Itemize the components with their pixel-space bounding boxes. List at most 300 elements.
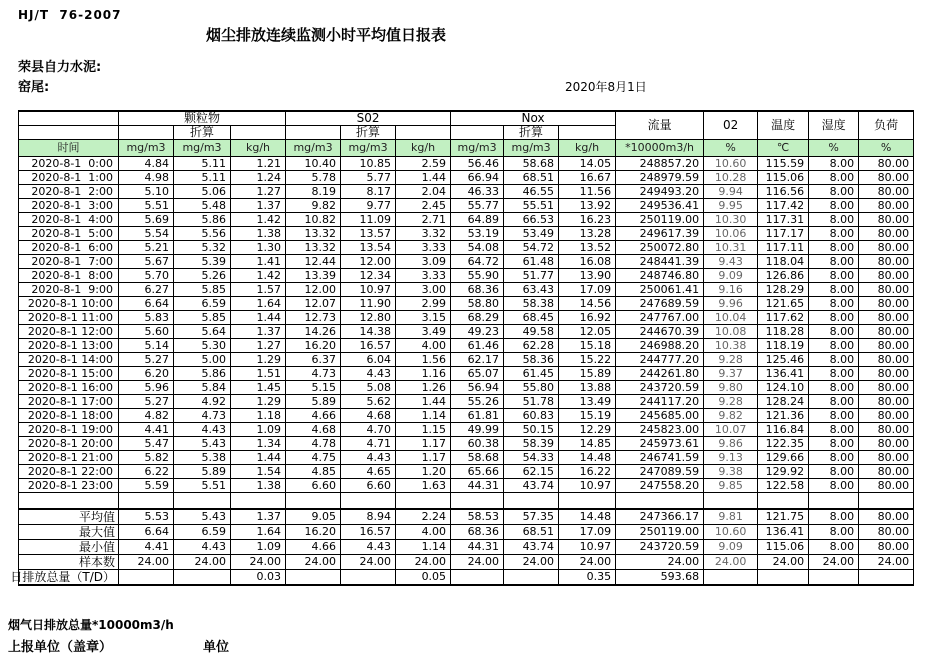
value-cell: 3.32 bbox=[396, 227, 451, 241]
time-cell: 2020-8-1 12:00 bbox=[19, 325, 119, 339]
blank-cell bbox=[231, 126, 286, 140]
value-cell bbox=[174, 493, 231, 510]
value-cell: 13.90 bbox=[559, 269, 616, 283]
value-cell: 1.34 bbox=[231, 437, 286, 451]
value-cell bbox=[174, 570, 231, 586]
value-cell: 55.80 bbox=[504, 381, 559, 395]
value-cell: 5.30 bbox=[174, 339, 231, 353]
table-row bbox=[19, 381, 914, 395]
value-cell: 24.00 bbox=[451, 555, 504, 570]
unit-percent: % bbox=[809, 140, 859, 157]
value-cell: 66.94 bbox=[451, 171, 504, 185]
value-cell: 16.08 bbox=[559, 255, 616, 269]
value-cell: 68.29 bbox=[451, 311, 504, 325]
value-cell: 122.35 bbox=[758, 437, 809, 451]
value-cell: 5.14 bbox=[119, 339, 174, 353]
value-cell: 117.17 bbox=[758, 227, 809, 241]
value-cell bbox=[704, 493, 758, 510]
value-cell: 4.43 bbox=[341, 540, 396, 555]
value-cell: 1.63 bbox=[396, 479, 451, 493]
unit-mgm3: mg/m3 bbox=[119, 140, 174, 157]
value-cell: 4.73 bbox=[174, 409, 231, 423]
value-cell: 1.57 bbox=[231, 283, 286, 297]
value-cell: 15.89 bbox=[559, 367, 616, 381]
value-cell: 118.19 bbox=[758, 339, 809, 353]
value-cell: 5.62 bbox=[341, 395, 396, 409]
time-cell: 2020-8-1 19:00 bbox=[19, 423, 119, 437]
value-cell: 10.40 bbox=[286, 157, 341, 171]
value-cell: 5.85 bbox=[174, 311, 231, 325]
table-header bbox=[19, 111, 914, 157]
value-cell: 80.00 bbox=[859, 213, 914, 227]
value-cell bbox=[809, 493, 859, 510]
value-cell: 14.48 bbox=[559, 509, 616, 525]
value-cell: 0.05 bbox=[396, 570, 451, 586]
value-cell: 6.59 bbox=[174, 525, 231, 540]
value-cell: 1.26 bbox=[396, 381, 451, 395]
value-cell: 6.64 bbox=[119, 525, 174, 540]
value-cell: 249536.41 bbox=[616, 199, 704, 213]
value-cell: 9.28 bbox=[704, 353, 758, 367]
value-cell: 4.85 bbox=[286, 465, 341, 479]
value-cell: 8.00 bbox=[809, 227, 859, 241]
value-cell: 5.86 bbox=[174, 367, 231, 381]
summary-row bbox=[19, 509, 914, 525]
value-cell: 2.04 bbox=[396, 185, 451, 199]
value-cell: 10.28 bbox=[704, 171, 758, 185]
table-row bbox=[19, 241, 914, 255]
value-cell: 5.48 bbox=[174, 199, 231, 213]
value-cell: 5.70 bbox=[119, 269, 174, 283]
value-cell: 1.14 bbox=[396, 540, 451, 555]
value-cell: 14.48 bbox=[559, 451, 616, 465]
value-cell: 3.00 bbox=[396, 283, 451, 297]
value-cell: 24.00 bbox=[396, 555, 451, 570]
value-cell: 5.54 bbox=[119, 227, 174, 241]
value-cell: 6.64 bbox=[119, 297, 174, 311]
value-cell: 118.28 bbox=[758, 325, 809, 339]
value-cell: 24.00 bbox=[859, 555, 914, 570]
value-cell: 246988.20 bbox=[616, 339, 704, 353]
blank-cell bbox=[396, 126, 451, 140]
value-cell: 5.53 bbox=[119, 509, 174, 525]
table-row bbox=[19, 269, 914, 283]
value-cell: 115.59 bbox=[758, 157, 809, 171]
value-cell: 1.21 bbox=[231, 157, 286, 171]
value-cell: 9.37 bbox=[704, 367, 758, 381]
value-cell: 60.38 bbox=[451, 437, 504, 451]
value-cell: 247558.20 bbox=[616, 479, 704, 493]
value-cell: 62.17 bbox=[451, 353, 504, 367]
value-cell: 5.51 bbox=[119, 199, 174, 213]
value-cell: 4.41 bbox=[119, 423, 174, 437]
value-cell: 1.27 bbox=[231, 339, 286, 353]
value-cell: 58.68 bbox=[504, 157, 559, 171]
value-cell: 9.95 bbox=[704, 199, 758, 213]
value-cell: 117.42 bbox=[758, 199, 809, 213]
unit-flow: *10000m3/h bbox=[616, 140, 704, 157]
value-cell: 5.11 bbox=[174, 171, 231, 185]
value-cell: 0.03 bbox=[231, 570, 286, 586]
value-cell: 5.82 bbox=[119, 451, 174, 465]
unit-kgh: kg/h bbox=[396, 140, 451, 157]
value-cell: 8.00 bbox=[809, 465, 859, 479]
value-cell: 250072.80 bbox=[616, 241, 704, 255]
value-cell: 44.31 bbox=[451, 479, 504, 493]
time-cell: 2020-8-1 17:00 bbox=[19, 395, 119, 409]
value-cell: 80.00 bbox=[859, 255, 914, 269]
value-cell: 10.06 bbox=[704, 227, 758, 241]
value-cell: 121.75 bbox=[758, 509, 809, 525]
value-cell: 15.22 bbox=[559, 353, 616, 367]
value-cell: 10.97 bbox=[559, 540, 616, 555]
value-cell bbox=[809, 570, 859, 586]
value-cell: 15.18 bbox=[559, 339, 616, 353]
unit-kgh: kg/h bbox=[559, 140, 616, 157]
value-cell: 80.00 bbox=[859, 227, 914, 241]
value-cell: 13.32 bbox=[286, 241, 341, 255]
value-cell: 24.00 bbox=[616, 555, 704, 570]
value-cell: 8.00 bbox=[809, 339, 859, 353]
unit-label: 单位 bbox=[203, 640, 230, 655]
value-cell: 121.65 bbox=[758, 297, 809, 311]
value-cell: 8.00 bbox=[809, 199, 859, 213]
value-cell: 593.68 bbox=[616, 570, 704, 586]
value-cell: 68.51 bbox=[504, 525, 559, 540]
table-row bbox=[19, 213, 914, 227]
time-cell: 2020-8-1 13:00 bbox=[19, 339, 119, 353]
value-cell: 12.00 bbox=[286, 283, 341, 297]
value-cell: 65.07 bbox=[451, 367, 504, 381]
value-cell: 8.00 bbox=[809, 437, 859, 451]
value-cell bbox=[341, 493, 396, 510]
value-cell: 245973.61 bbox=[616, 437, 704, 451]
value-cell: 5.26 bbox=[174, 269, 231, 283]
value-cell: 8.00 bbox=[809, 381, 859, 395]
value-cell: 13.52 bbox=[559, 241, 616, 255]
time-cell: 2020-8-1 15:00 bbox=[19, 367, 119, 381]
value-cell bbox=[859, 570, 914, 586]
value-cell: 4.43 bbox=[174, 423, 231, 437]
value-cell: 24.00 bbox=[341, 555, 396, 570]
summary-label: 样本数 bbox=[19, 555, 119, 570]
value-cell: 4.68 bbox=[286, 423, 341, 437]
value-cell: 13.54 bbox=[341, 241, 396, 255]
value-cell: 16.23 bbox=[559, 213, 616, 227]
value-cell: 117.11 bbox=[758, 241, 809, 255]
summary-row bbox=[19, 555, 914, 570]
value-cell: 6.37 bbox=[286, 353, 341, 367]
blank-cell bbox=[559, 126, 616, 140]
value-cell: 243720.59 bbox=[616, 381, 704, 395]
value-cell: 80.00 bbox=[859, 325, 914, 339]
value-cell: 125.46 bbox=[758, 353, 809, 367]
table-row bbox=[19, 451, 914, 465]
value-cell: 5.43 bbox=[174, 437, 231, 451]
value-cell: 12.29 bbox=[559, 423, 616, 437]
value-cell: 16.57 bbox=[341, 339, 396, 353]
value-cell: 8.00 bbox=[809, 395, 859, 409]
value-cell: 80.00 bbox=[859, 283, 914, 297]
value-cell: 247366.17 bbox=[616, 509, 704, 525]
value-cell: 244117.20 bbox=[616, 395, 704, 409]
value-cell: 55.26 bbox=[451, 395, 504, 409]
table-row bbox=[19, 409, 914, 423]
value-cell: 10.30 bbox=[704, 213, 758, 227]
value-cell: 15.19 bbox=[559, 409, 616, 423]
value-cell: 51.77 bbox=[504, 269, 559, 283]
data-rows bbox=[10, 157, 914, 586]
value-cell: 56.94 bbox=[451, 381, 504, 395]
value-cell: 10.60 bbox=[704, 157, 758, 171]
value-cell: 118.04 bbox=[758, 255, 809, 269]
table-row bbox=[19, 297, 914, 311]
value-cell: 66.53 bbox=[504, 213, 559, 227]
value-cell: 5.85 bbox=[174, 283, 231, 297]
table-row bbox=[19, 465, 914, 479]
value-cell: 128.24 bbox=[758, 395, 809, 409]
value-cell: 56.46 bbox=[451, 157, 504, 171]
value-cell: 17.09 bbox=[559, 283, 616, 297]
value-cell: 8.00 bbox=[809, 213, 859, 227]
value-cell: 80.00 bbox=[859, 395, 914, 409]
value-cell: 24.00 bbox=[504, 555, 559, 570]
value-cell: 136.41 bbox=[758, 525, 809, 540]
value-cell: 11.56 bbox=[559, 185, 616, 199]
value-cell: 8.94 bbox=[341, 509, 396, 525]
group-humidity: 湿度 bbox=[809, 111, 859, 140]
value-cell: 80.00 bbox=[859, 171, 914, 185]
blank-cell bbox=[286, 126, 341, 140]
value-cell: 9.16 bbox=[704, 283, 758, 297]
value-cell: 2.45 bbox=[396, 199, 451, 213]
value-cell: 9.85 bbox=[704, 479, 758, 493]
value-cell: 10.31 bbox=[704, 241, 758, 255]
summary-label: 最小值 bbox=[19, 540, 119, 555]
value-cell: 3.49 bbox=[396, 325, 451, 339]
value-cell: 1.15 bbox=[396, 423, 451, 437]
value-cell: 24.00 bbox=[809, 555, 859, 570]
value-cell: 1.29 bbox=[231, 395, 286, 409]
value-cell: 4.70 bbox=[341, 423, 396, 437]
value-cell: 1.09 bbox=[231, 540, 286, 555]
value-cell: 4.84 bbox=[119, 157, 174, 171]
value-cell: 10.82 bbox=[286, 213, 341, 227]
value-cell: 65.66 bbox=[451, 465, 504, 479]
table-row bbox=[19, 437, 914, 451]
table-row bbox=[19, 367, 914, 381]
value-cell: 68.45 bbox=[504, 311, 559, 325]
value-cell: 5.84 bbox=[174, 381, 231, 395]
time-cell: 2020-8-1 2:00 bbox=[19, 185, 119, 199]
value-cell: 5.64 bbox=[174, 325, 231, 339]
value-cell: 248857.20 bbox=[616, 157, 704, 171]
value-cell: 5.15 bbox=[286, 381, 341, 395]
value-cell bbox=[504, 493, 559, 510]
time-cell: 2020-8-1 14:00 bbox=[19, 353, 119, 367]
value-cell: 1.44 bbox=[231, 311, 286, 325]
value-cell: 245685.00 bbox=[616, 409, 704, 423]
value-cell: 80.00 bbox=[859, 409, 914, 423]
value-cell: 9.43 bbox=[704, 255, 758, 269]
value-cell: 13.28 bbox=[559, 227, 616, 241]
value-cell: 55.51 bbox=[504, 199, 559, 213]
group-nox: Nox bbox=[451, 111, 616, 126]
value-cell: 5.67 bbox=[119, 255, 174, 269]
time-cell: 2020-8-1 10:00 bbox=[19, 297, 119, 311]
unit-mgm3: mg/m3 bbox=[286, 140, 341, 157]
group-so2: S02 bbox=[286, 111, 451, 126]
table-row bbox=[19, 283, 914, 297]
value-cell: 24.00 bbox=[559, 555, 616, 570]
value-cell: 61.45 bbox=[504, 367, 559, 381]
table-row bbox=[19, 423, 914, 437]
value-cell: 16.20 bbox=[286, 525, 341, 540]
value-cell: 8.00 bbox=[809, 325, 859, 339]
value-cell: 80.00 bbox=[859, 381, 914, 395]
summary-row bbox=[19, 540, 914, 555]
value-cell: 1.09 bbox=[231, 423, 286, 437]
value-cell: 4.92 bbox=[174, 395, 231, 409]
value-cell: 8.19 bbox=[286, 185, 341, 199]
value-cell bbox=[859, 493, 914, 510]
value-cell: 54.72 bbox=[504, 241, 559, 255]
value-cell: 8.00 bbox=[809, 255, 859, 269]
value-cell: 2.59 bbox=[396, 157, 451, 171]
flue-gas-total-note: 烟气日排放总量*10000m3/h bbox=[8, 618, 174, 632]
value-cell: 6.59 bbox=[174, 297, 231, 311]
value-cell bbox=[341, 570, 396, 586]
table-row bbox=[19, 325, 914, 339]
table-row bbox=[19, 395, 914, 409]
value-cell: 4.82 bbox=[119, 409, 174, 423]
value-cell: 4.43 bbox=[174, 540, 231, 555]
value-cell: 12.80 bbox=[341, 311, 396, 325]
value-cell: 8.17 bbox=[341, 185, 396, 199]
value-cell: 16.67 bbox=[559, 171, 616, 185]
value-cell: 4.98 bbox=[119, 171, 174, 185]
value-cell: 8.00 bbox=[809, 525, 859, 540]
converted-label-pm: 折算 bbox=[174, 126, 231, 140]
value-cell: 1.16 bbox=[396, 367, 451, 381]
value-cell: 4.65 bbox=[341, 465, 396, 479]
value-cell: 9.13 bbox=[704, 451, 758, 465]
value-cell: 80.00 bbox=[859, 339, 914, 353]
value-cell: 46.33 bbox=[451, 185, 504, 199]
value-cell: 8.00 bbox=[809, 353, 859, 367]
value-cell: 117.31 bbox=[758, 213, 809, 227]
value-cell: 80.00 bbox=[859, 157, 914, 171]
value-cell: 57.35 bbox=[504, 509, 559, 525]
value-cell: 80.00 bbox=[859, 525, 914, 540]
value-cell: 5.27 bbox=[119, 353, 174, 367]
report-date: 2020年8月1日 bbox=[565, 80, 647, 94]
value-cell: 1.54 bbox=[231, 465, 286, 479]
time-cell: 2020-8-1 5:00 bbox=[19, 227, 119, 241]
value-cell: 244261.80 bbox=[616, 367, 704, 381]
value-cell: 8.00 bbox=[809, 185, 859, 199]
value-cell: 1.64 bbox=[231, 297, 286, 311]
value-cell: 80.00 bbox=[859, 540, 914, 555]
value-cell: 1.17 bbox=[396, 437, 451, 451]
value-cell: 6.22 bbox=[119, 465, 174, 479]
value-cell: 1.37 bbox=[231, 325, 286, 339]
value-cell bbox=[286, 570, 341, 586]
value-cell bbox=[758, 493, 809, 510]
value-cell: 115.06 bbox=[758, 540, 809, 555]
value-cell: 24.00 bbox=[174, 555, 231, 570]
value-cell: 243720.59 bbox=[616, 540, 704, 555]
value-cell: 12.73 bbox=[286, 311, 341, 325]
value-cell: 24.00 bbox=[119, 555, 174, 570]
value-cell: 245823.00 bbox=[616, 423, 704, 437]
value-cell: 64.72 bbox=[451, 255, 504, 269]
value-cell: 55.90 bbox=[451, 269, 504, 283]
summary-label: 平均值 bbox=[19, 509, 119, 525]
value-cell: 1.38 bbox=[231, 227, 286, 241]
value-cell: 13.57 bbox=[341, 227, 396, 241]
value-cell bbox=[758, 570, 809, 586]
value-cell: 50.15 bbox=[504, 423, 559, 437]
value-cell: 1.18 bbox=[231, 409, 286, 423]
value-cell: 24.00 bbox=[286, 555, 341, 570]
table-row bbox=[19, 157, 914, 171]
value-cell: 5.77 bbox=[341, 171, 396, 185]
value-cell: 1.24 bbox=[231, 171, 286, 185]
value-cell: 61.48 bbox=[504, 255, 559, 269]
value-cell: 247689.59 bbox=[616, 297, 704, 311]
value-cell: 6.60 bbox=[286, 479, 341, 493]
value-cell: 4.66 bbox=[286, 540, 341, 555]
time-cell: 2020-8-1 9:00 bbox=[19, 283, 119, 297]
value-cell: 129.66 bbox=[758, 451, 809, 465]
value-cell: 128.29 bbox=[758, 283, 809, 297]
value-cell: 24.00 bbox=[758, 555, 809, 570]
value-cell: 9.05 bbox=[286, 509, 341, 525]
value-cell: 49.99 bbox=[451, 423, 504, 437]
value-cell: 10.97 bbox=[341, 283, 396, 297]
value-cell: 244670.39 bbox=[616, 325, 704, 339]
value-cell: 4.43 bbox=[341, 367, 396, 381]
value-cell: 8.00 bbox=[809, 283, 859, 297]
value-cell bbox=[559, 493, 616, 510]
value-cell: 80.00 bbox=[859, 451, 914, 465]
value-cell: 126.86 bbox=[758, 269, 809, 283]
value-cell: 9.09 bbox=[704, 269, 758, 283]
value-cell: 5.83 bbox=[119, 311, 174, 325]
value-cell: 8.00 bbox=[809, 311, 859, 325]
value-cell: 129.92 bbox=[758, 465, 809, 479]
value-cell: 12.34 bbox=[341, 269, 396, 283]
value-cell bbox=[286, 493, 341, 510]
value-cell: 5.27 bbox=[119, 395, 174, 409]
value-cell: 3.33 bbox=[396, 241, 451, 255]
value-cell: 9.94 bbox=[704, 185, 758, 199]
value-cell: 1.51 bbox=[231, 367, 286, 381]
value-cell: 246741.59 bbox=[616, 451, 704, 465]
value-cell: 1.45 bbox=[231, 381, 286, 395]
value-cell: 8.00 bbox=[809, 157, 859, 171]
table-row bbox=[19, 199, 914, 213]
unit-mgm3: mg/m3 bbox=[341, 140, 396, 157]
value-cell bbox=[119, 493, 174, 510]
value-cell: 53.49 bbox=[504, 227, 559, 241]
value-cell: 5.11 bbox=[174, 157, 231, 171]
time-cell: 2020-8-1 23:00 bbox=[19, 479, 119, 493]
value-cell: 12.00 bbox=[341, 255, 396, 269]
value-cell: 8.00 bbox=[809, 409, 859, 423]
value-cell bbox=[396, 493, 451, 510]
